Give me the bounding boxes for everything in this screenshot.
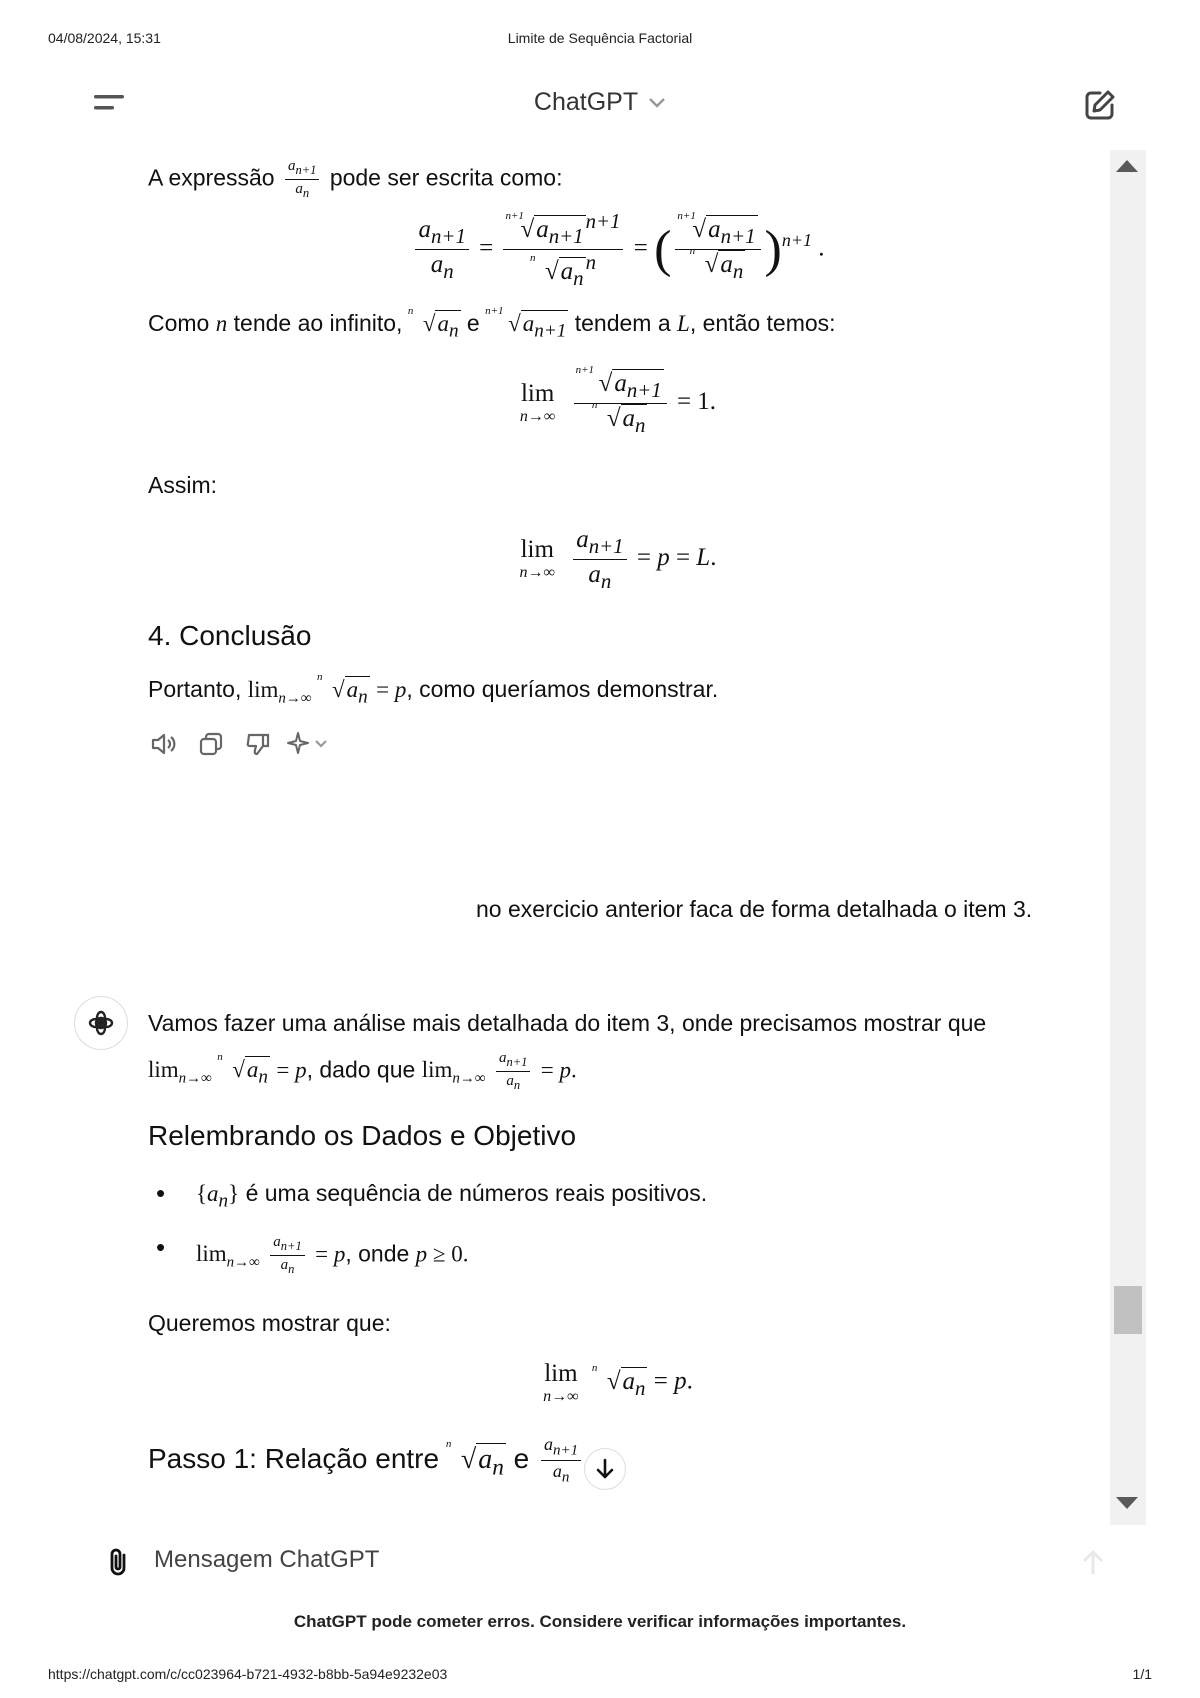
list-item: • $\{a_n\}$ é uma sequência de números reais positivos. (148, 1180, 707, 1234)
message-text: $\lim_{n\to\infty}$ n $√a_n = p$, dado que $\lim_{n\to\infty}$ $\frac{a_{n+1}}{a_n}$ = p. (148, 1050, 577, 1092)
math-display: lim n→∞ n $√a_n = p$. (543, 1360, 693, 1405)
copy-icon[interactable] (197, 730, 225, 758)
bullet-list (148, 1180, 707, 1277)
math-display: lim n→∞ n+1 $√a_{n+1}$ n $√a_n$ = 1. (519, 364, 717, 437)
message-text: Como n tende ao infinito, n $√a_n$ e n+1 $√a_{n+1}$ tendem a L, então temos: (148, 305, 836, 342)
message-input[interactable] (152, 1545, 1056, 1575)
scroll-up-arrow[interactable] (1116, 160, 1138, 172)
message-text: Portanto, $\lim_{n\to\infty}$ n $√a_n = p$, como queríamos demonstrar. (148, 671, 719, 708)
sparkle-icon[interactable] (286, 730, 334, 758)
scrollbar-thumb[interactable] (1114, 1286, 1142, 1334)
section-heading: Relembrando os Dados e Objetivo (148, 1120, 577, 1151)
print-page-number: 1/1 (1132, 1666, 1152, 1682)
send-button[interactable] (1076, 1545, 1110, 1579)
section-heading: 4. Conclusão (148, 620, 312, 651)
math-inline: $\frac{a_{n+1}}{a_n}$ (285, 158, 319, 201)
scroll-down-arrow[interactable] (1116, 1497, 1138, 1509)
openai-logo-icon (87, 1009, 115, 1037)
attach-icon[interactable] (104, 1546, 132, 1578)
user-message: no exercicio anterior faca de forma detalhada o item 3. (476, 896, 1033, 922)
speaker-icon[interactable] (150, 730, 178, 758)
section-heading: Passo 1: Relação entre n $√a_n$ e $\frac{a_{n+1}}{a_n}$ (148, 1435, 585, 1486)
chevron-down-icon (648, 97, 666, 109)
assistant-avatar (74, 996, 128, 1050)
print-url: https://chatgpt.com/c/cc023964-b721-4932-b8bb-5a94e9232e03 (48, 1666, 448, 1682)
thumbs-down-icon[interactable] (244, 730, 272, 758)
new-chat-icon[interactable] (1083, 88, 1117, 122)
list-item: • $\lim_{n\to\infty}$ $\frac{a_{n+1}}{a_n}$ = p, onde p ≥ 0. (148, 1234, 707, 1277)
scroll-to-bottom-button[interactable] (584, 1448, 626, 1490)
disclaimer-text: ChatGPT pode cometer erros. Considere verificar informações importantes. (293, 1612, 907, 1631)
chat-scroll-area[interactable] (0, 150, 1110, 1525)
message-text: Assim: (148, 472, 217, 498)
message-text: Queremos mostrar que: (148, 1310, 391, 1336)
math-display: lim n→∞ $\frac{a_{n+1}}{a_n}$ = p = L. (519, 526, 717, 593)
print-title: Limite de Sequência Factorial (507, 30, 693, 46)
message-text: A expressão $\frac{a_{n+1}}{a_n}$ pode ser escrita como: (148, 158, 563, 200)
print-date: 04/08/2024, 15:31 (48, 30, 161, 46)
math-display: $\frac{a_{n+1}}{a_n}$ = n+1 $√a_{n+1}^{n+1}$ n $√a_n^n$ = ( n+1 $√a_{n+1}$ n $√a_n$ )$^{n+1}$ . (148, 210, 1088, 289)
arrow-down-icon (595, 1458, 615, 1480)
model-name: ChatGPT (533, 88, 639, 116)
model-selector[interactable] (0, 88, 1200, 117)
message-text: Vamos fazer uma análise mais detalhada do item 3, onde precisamos mostrar que (148, 1010, 987, 1036)
